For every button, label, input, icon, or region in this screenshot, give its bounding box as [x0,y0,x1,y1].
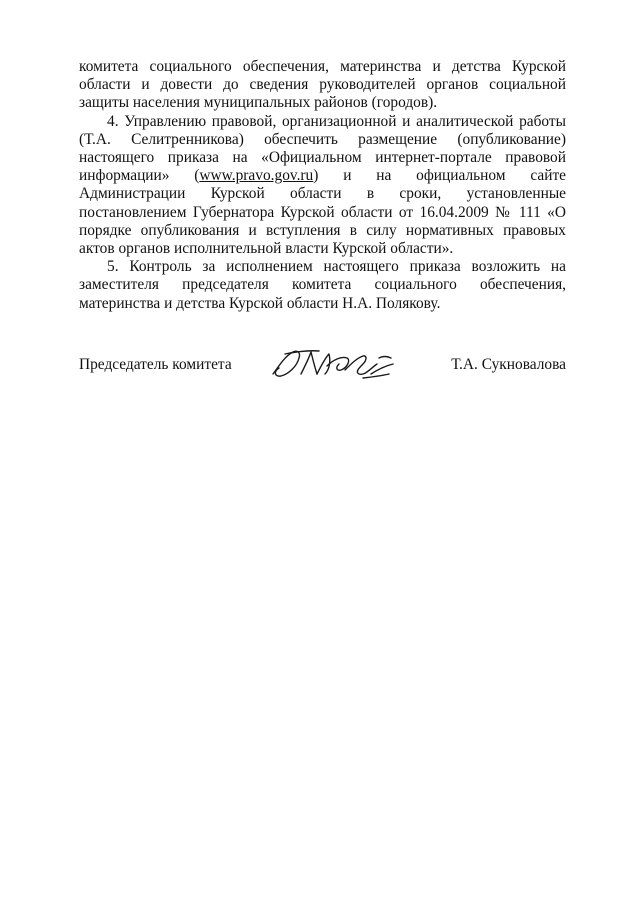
paragraph-item-4 [79,113,566,259]
pravo-gov-link[interactable]: www.pravo.gov.ru [199,167,314,185]
paragraph-item-4-text-start: 4. Управлению правовой, организационной и аналитической работы (Т.А. Селитренникова) обеспечить размещение (опубликование) настоящего приказа на «Официальном интернет-портале правовой информации» ( [79,112,566,185]
paragraph-continuation: комитета социального обеспечения, материнства и детства Курской области и довести до сведения руководителей органов социальной защиты населения муниципальных районов (городов). [79,58,566,112]
handwritten-signature [267,344,407,384]
paragraph-item-5: 5. Контроль за исполнением настоящего приказа возложить на заместителя председателя комитета социального обеспечения, материнства и детства Курской области Н.А. Полякову. [79,258,566,312]
signatory-title: Председатель комитета [79,356,232,373]
signature-block [79,356,566,386]
paragraph-item-4-text-end: ) и на официальном сайте Администрации Курской области в сроки, установленные постановлением Губернатора Курской области от 16.04.2009 № 111 «О порядке опубликования и вступления в силу нормативных правовых актов органов исполнительной власти Курской области». [79,167,566,258]
document-body [79,58,566,313]
signatory-name: Т.А. Сукновалова [451,356,566,373]
